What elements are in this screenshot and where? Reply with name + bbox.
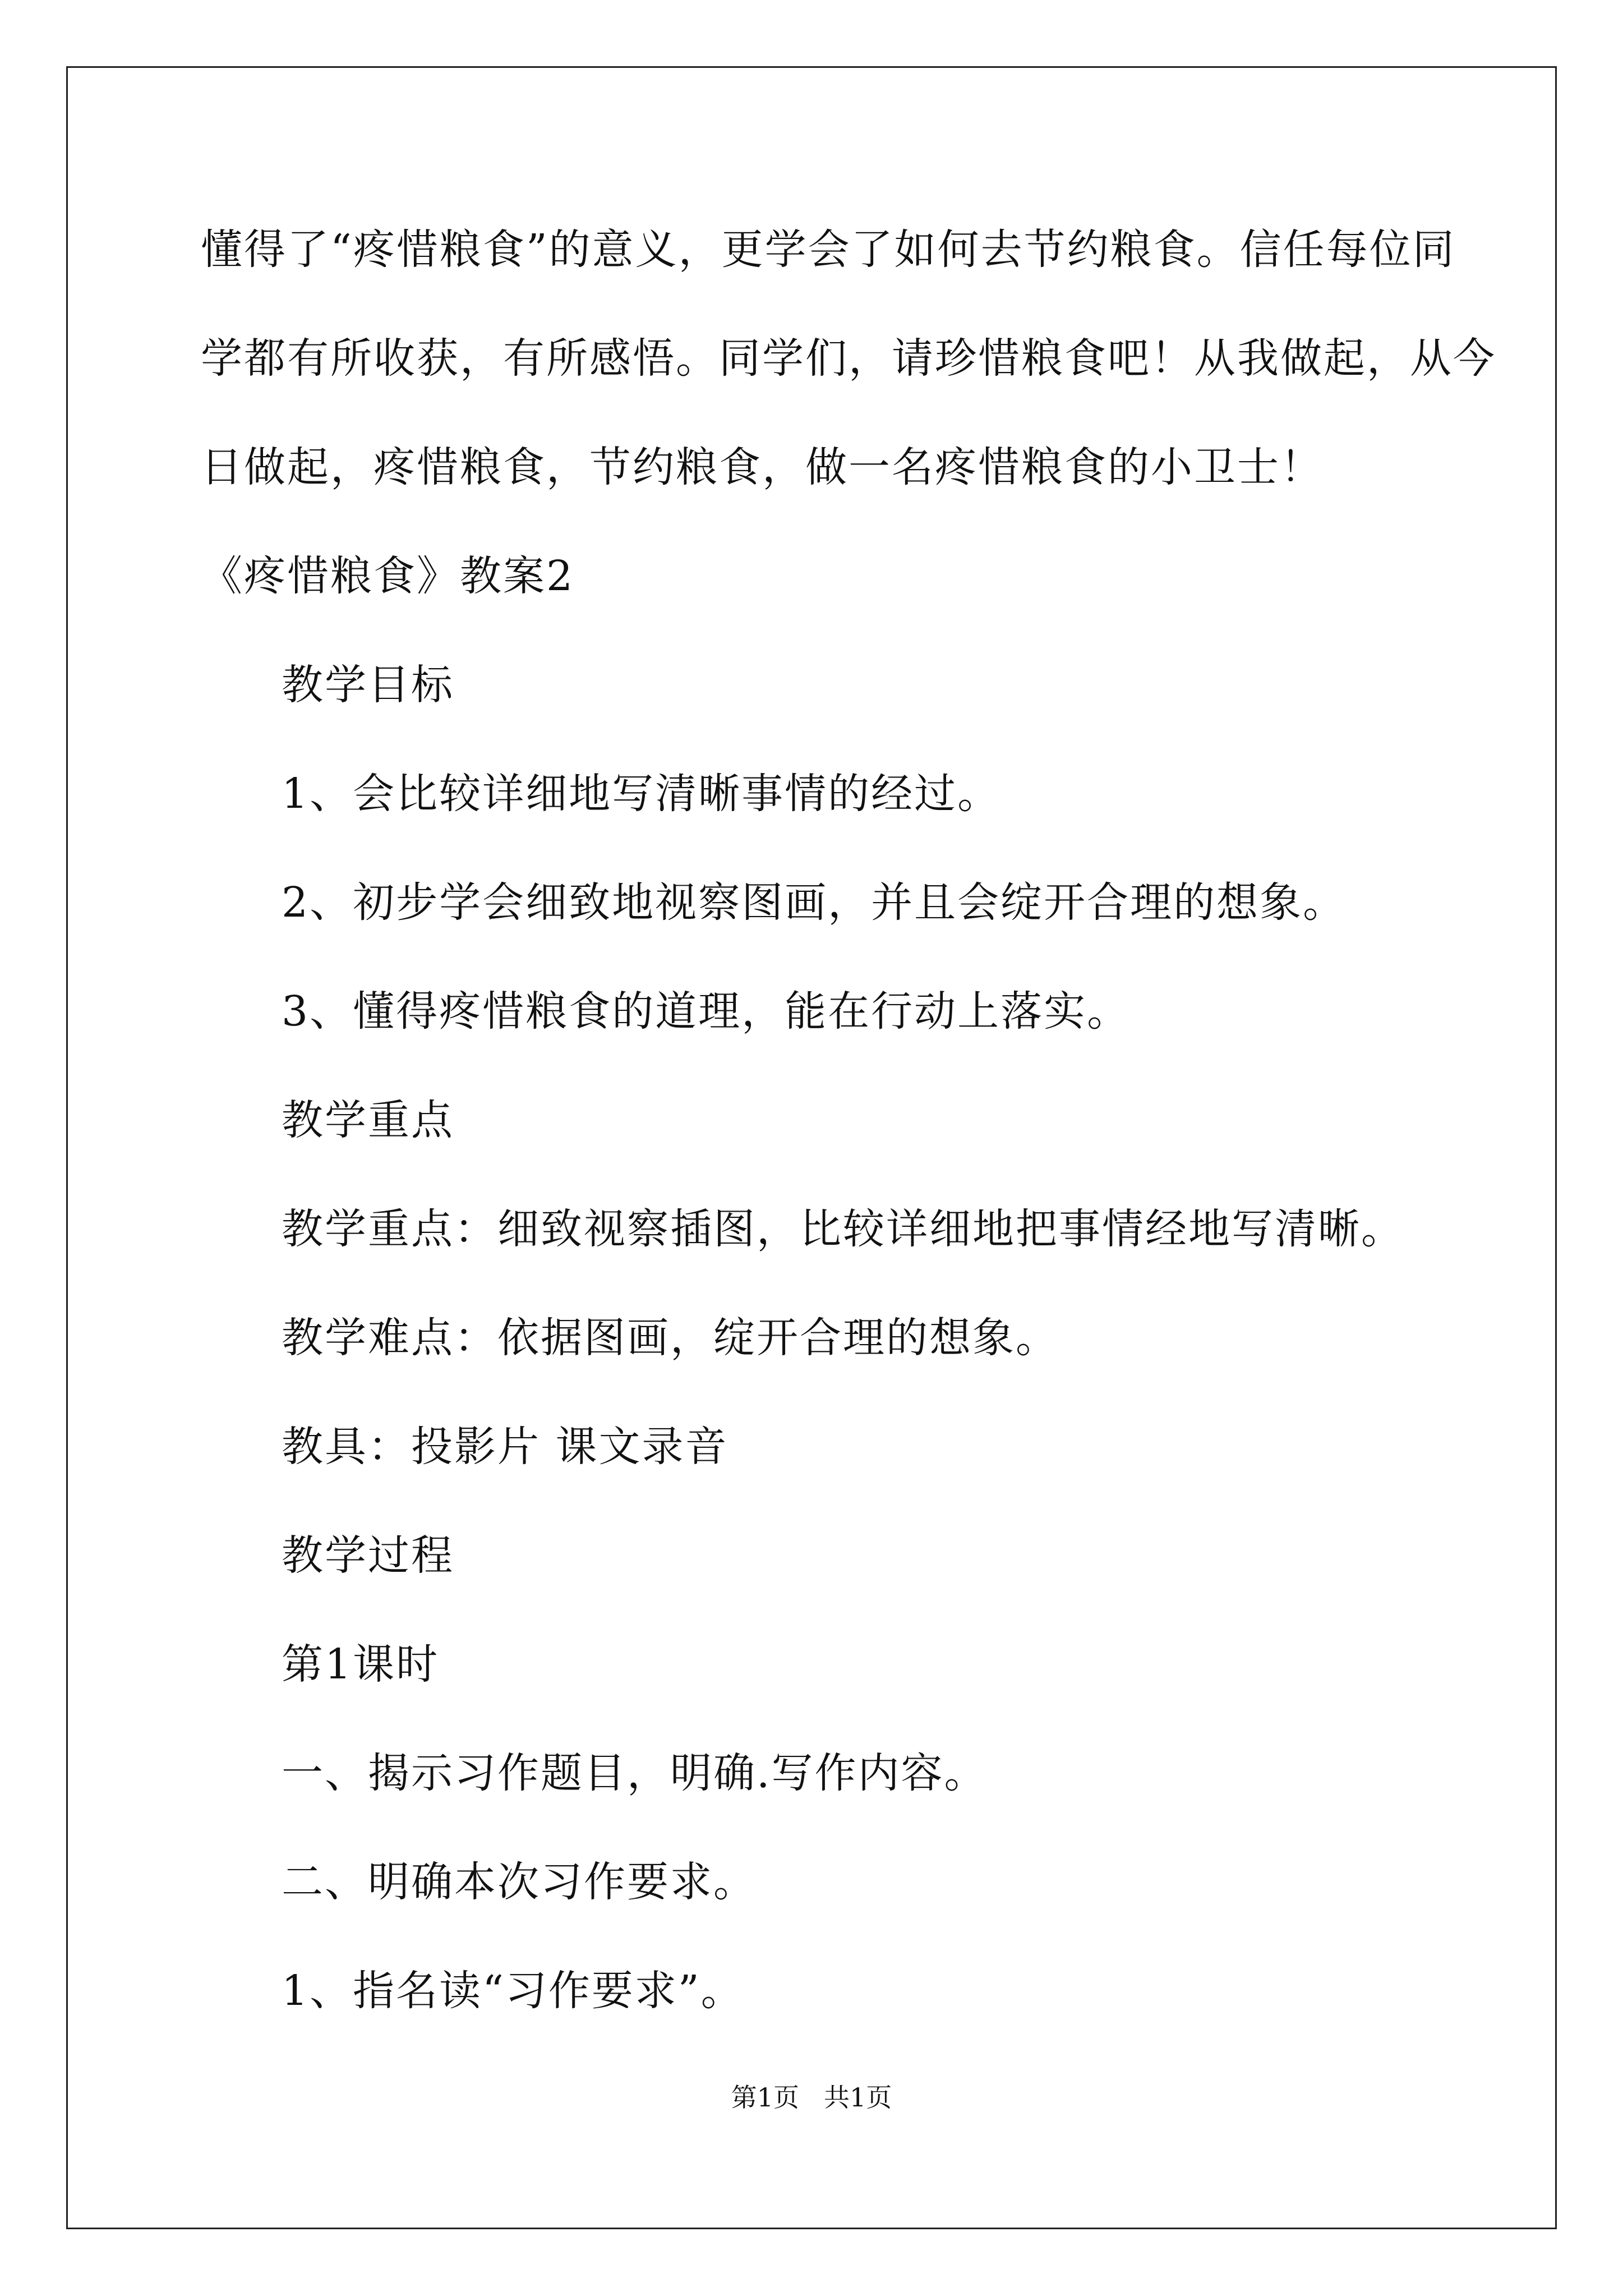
section-title: 《疼惜粮食》教案2 <box>201 552 575 600</box>
lesson-label: 第1课时 <box>282 1640 440 1688</box>
goal-item-2: 2、初步学会细致地视察图画，并且会绽开合理的想象。 <box>282 878 1347 927</box>
page-number: 第1页 <box>731 2082 800 2113</box>
heading-teaching-process: 教学过程 <box>282 1531 454 1580</box>
step-2-sub-1: 1、指名读“习作要求”。 <box>282 1967 744 2015</box>
teaching-aids-text: 教具：投影片 课文录音 <box>282 1423 728 1471</box>
body-line-3: 日做起，疼惜粮食，节约粮食，做一名疼惜粮食的小卫士！ <box>201 443 1324 491</box>
page-total: 共1页 <box>823 2082 892 2113</box>
difficulty-text: 教学难点：依据图画，绽开合理的想象。 <box>282 1314 1059 1362</box>
body-line-1: 懂得了“疼惜粮食”的意义，更学会了如何去节约粮食。信任每位同 <box>201 226 1456 274</box>
step-1: 一、揭示习作题目，明确.写作内容。 <box>282 1749 988 1797</box>
heading-key-points: 教学重点 <box>282 1096 454 1144</box>
key-point-text: 教学重点：细致视察插图，比较详细地把事情经地写清晰。 <box>282 1205 1404 1253</box>
heading-teaching-goals: 教学目标 <box>282 661 454 709</box>
page-footer <box>0 2082 1623 2113</box>
goal-item-1: 1、会比较详细地写清晰事情的经过。 <box>282 770 1001 818</box>
body-line-2: 学都有所收获，有所感悟。同学们，请珍惜粮食吧！从我做起，从今 <box>201 334 1496 383</box>
step-2: 二、明确本次习作要求。 <box>282 1858 757 1906</box>
goal-item-3: 3、懂得疼惜粮食的道理，能在行动上落实。 <box>282 987 1131 1036</box>
